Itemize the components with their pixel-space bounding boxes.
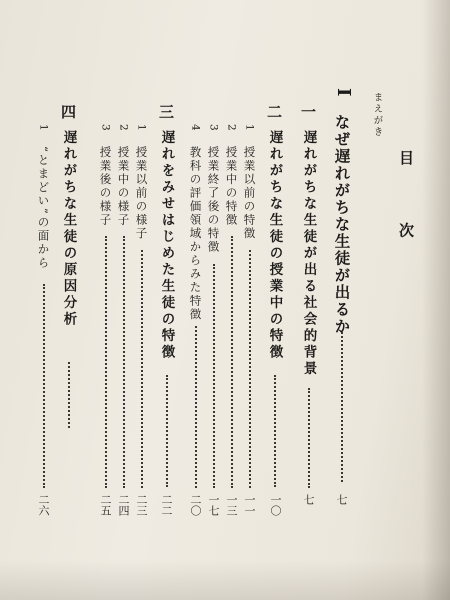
subsection-number: 1 <box>135 124 148 131</box>
subsection-page: 二四 <box>117 494 130 516</box>
section-number: 一 <box>299 104 317 119</box>
part-title: なぜ遅れがちな生徒が出るか <box>332 114 352 335</box>
subsection-page: 二〇 <box>189 494 202 516</box>
toc-title: 目 次 <box>397 150 415 264</box>
subsection-leader-dots <box>105 236 107 488</box>
subsection-leader-dots <box>249 250 251 488</box>
subsection-title: 授業後の様子 <box>98 146 113 227</box>
subsection-leader-dots <box>141 250 143 488</box>
subsection-page: 二六 <box>37 494 50 516</box>
section-number: 二 <box>265 104 283 119</box>
section-number: 四 <box>59 104 77 119</box>
subsection-leader-dots <box>213 264 215 488</box>
subsection-number: 1 <box>243 124 256 131</box>
subsection-page: 二三 <box>135 494 148 516</box>
subsection-leader-dots <box>123 236 125 488</box>
subsection-title: 授業以前の特徴 <box>242 146 257 241</box>
part-page: 七 <box>335 494 348 505</box>
section-leader-dots <box>166 375 168 487</box>
subsection-number: 2 <box>117 124 130 131</box>
part-leader-dots <box>341 332 343 482</box>
subsection-number: 3 <box>99 124 112 131</box>
page-edge-shadow <box>422 0 450 600</box>
subsection-number: 3 <box>207 124 220 131</box>
subsection-number: 4 <box>189 124 202 131</box>
section-leader-dots <box>68 362 70 428</box>
subsection-title: 授業以前の様子 <box>134 146 149 241</box>
subsection-leader-dots <box>195 326 197 488</box>
section-leader-dots <box>308 388 310 488</box>
section-title: 遅れがちな生徒が出る社会的背景 <box>300 130 317 378</box>
subsection-title: 授業中の様子 <box>116 146 131 227</box>
section-page: 七 <box>302 494 315 505</box>
subsection-title: 授業中の特徴 <box>224 146 239 227</box>
section-leader-dots <box>274 375 276 487</box>
subsection-title: 教科の評価領域からみた特徴 <box>188 146 203 322</box>
section-page: 一〇 <box>269 494 282 516</box>
section-page: 二二 <box>160 494 173 516</box>
section-title: 遅れがちな生徒の授業中の特徴 <box>266 130 283 361</box>
subsection-page: 二五 <box>99 494 112 516</box>
subsection-number: 1 <box>37 124 50 131</box>
subsection-title: “とまどい”の面から <box>36 146 51 270</box>
subsection-number: 2 <box>225 124 238 131</box>
section-title: 遅れをみせはじめた生徒の特徴 <box>158 130 175 361</box>
subsection-page: 一一 <box>243 494 256 516</box>
page-bottom-shadow <box>0 560 450 600</box>
section-number: 三 <box>157 104 175 119</box>
subsection-title: 授業終了後の特徴 <box>206 146 221 254</box>
subsection-leader-dots <box>231 236 233 488</box>
preface-entry: まえがき <box>371 92 383 138</box>
part-number: I <box>333 88 354 97</box>
subsection-page: 一七 <box>207 494 220 516</box>
section-title: 遅れがちな生徒の原因分析 <box>60 130 77 328</box>
subsection-leader-dots <box>43 284 45 488</box>
subsection-page: 一三 <box>225 494 238 516</box>
